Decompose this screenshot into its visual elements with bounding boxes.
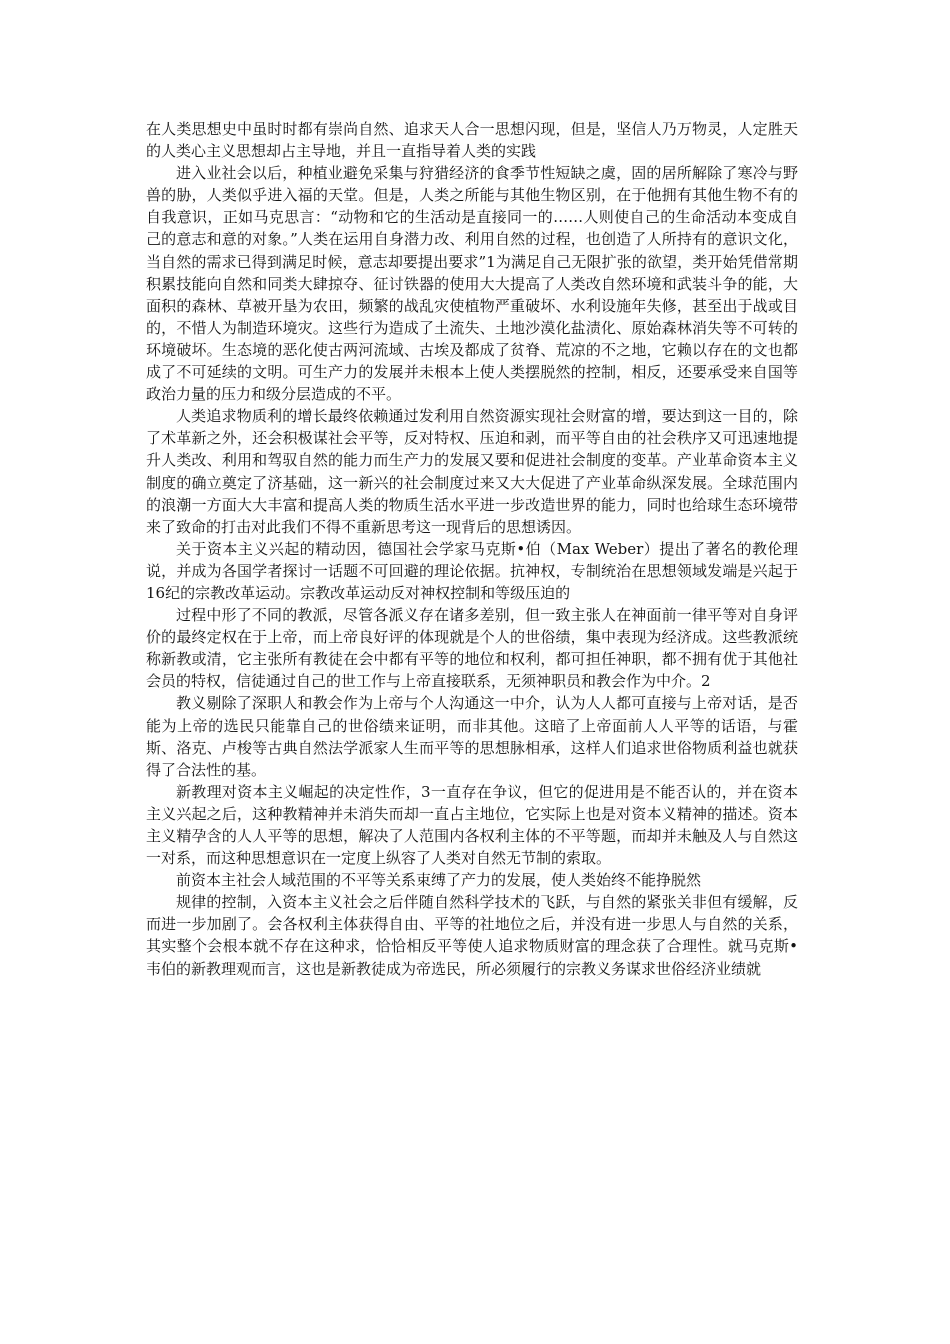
paragraph-9: 规律的控制，入资本主义社会之后伴随自然科学技术的飞跃，与自然的紧张关非但有缓解，反而进一步加剧了。会各权利主体获得自由、平等的社地位之后，并没有进一步思人与自然的关系，其实整个会根本就不存在这种求，恰恰相反平等使人追求物质财富的理念获了合理性。就马克斯•韦伯的新教理观而言，这也是新教徒成为帝选民，所必须履行的宗教义务谋求世俗经济业绩就 [146, 893, 798, 978]
paragraph-6: 教义剔除了深职人和教会作为上帝与个人沟通这一中介，认为人人都可直接与上帝对话，是否能为上帝的选民只能靠自己的世俗绩来证明，而非其他。这暗了上帝面前人人平等的话语，与霍斯、洛克、卢梭等古典自然法学派家人生而平等的思想脉相承，这样人们追求世俗物质利益也就获得了合法性的基。 [146, 694, 798, 779]
document-body [146, 118, 798, 980]
paragraph-4: 关于资本主义兴起的精动因，德国社会学家马克斯•伯（Max Weber）提出了著名的教伦理说，并成为各国学者探讨一话题不可回避的理论依据。抗神权，专制统治在思想领域发端是兴起于16纪的宗教改革运动。宗教改革运动反对神权控制和等级压迫的 [146, 539, 798, 602]
paragraph-1: 在人类思想史中虽时时都有崇尚自然、追求天人合一思想闪现，但是，坚信人乃万物灵，人定胜天的人类心主义思想却占主导地，并且一直指导着人类的实践 [146, 120, 798, 161]
paragraph-8: 前资本主社会人域范围的不平等关系束缚了产力的发展，使人类始终不能挣脱然 [176, 871, 702, 890]
paragraph-3: 人类追求物质利的增长最终依赖通过发利用自然资源实现社会财富的增，要达到这一目的，除了术革新之外，还会积极谋社会平等，反对特权、压迫和剥，而平等自由的社会秩序又可迅速地提升人类改、利用和驾驭自然的能力而生产力的发展又要和促进社会制度的变革。产业革命资本主义制度的确立奠定了济基础，这一新兴的社会制度过来又大大促进了产业革命纵深发展。全球范围内的浪潮一方面大大丰富和提高人类的物质生活水平进一步改造世界的能力，同时也给球生态环境带来了致命的打击对此我们不得不重新思考这一现背后的思想诱因。 [146, 407, 798, 536]
paragraph-7: 新教理对资本主义崛起的决定性作，3一直存在争议，但它的促进用是不能否认的，并在资本主义兴起之后，这种教精神并未消失而却一直占主地位，它实际上也是对资本义精神的描述。资本主义精孕含的人人平等的思想，解决了人范围内各权利主体的不平等题，而却并未触及人与自然这一对系，而这种思想意识在一定度上纵容了人类对自然无节制的索取。 [146, 782, 798, 868]
paragraph-2: 进入业社会以后，种植业避免采集与狩猎经济的食季节性短缺之虞，固的居所解除了寒冷与野兽的胁，人类似乎进入福的天堂。但是，人类之所能与其他生物区别，在于他拥有其他生物不有的自我意识，正如马克思言：“动物和它的生活动是直接同一的……人则使自己的生命活动本变成自己的意志和意的对象。”人类在运用自身潜力改、利用自然的过程，也创造了人所持有的意识文化，当自然的需求已得到满足时候，意志却要提出要求”1为满足自己无限扩张的欲望，类开始凭借常期积累技能向自然和同类大肆掠夺、征讨铁器的使用大大提高了人类改自然环境和武装斗争的能，大面积的森林、草被开垦为农田，频繁的战乱灾使植物严重破坏、水利设施年失修，甚至出于战或目的，不惜人为制造环境灾。这些行为造成了土流失、土地沙漠化盐渍化、原始森林消失等不可转的环境破坏。生态境的恶化使古两河流域、古埃及都成了贫脊、荒凉的不之地，它赖以存在的文也都成了不可延续的文明。可生产力的发展并未根本上使人类摆脱然的控制，相反，还要承受来自国等政治力量的压力和级分层造成的不平。 [146, 164, 798, 404]
paragraph-5: 过程中形了不同的教派，尽管各派义存在诸多差别，但一致主张人在神面前一律平等对自身评价的最终定权在于上帝，而上帝良好评的体现就是个人的世俗绩，集中表现为经济成。这些教派统称新教或清，它主张所有教徒在会中都有平等的地位和权利，都可担任神职，都不拥有优于其他社会员的特权，信徒通过自己的世工作与上帝直接联系，无须神职员和教会作为中介。2 [146, 606, 798, 691]
